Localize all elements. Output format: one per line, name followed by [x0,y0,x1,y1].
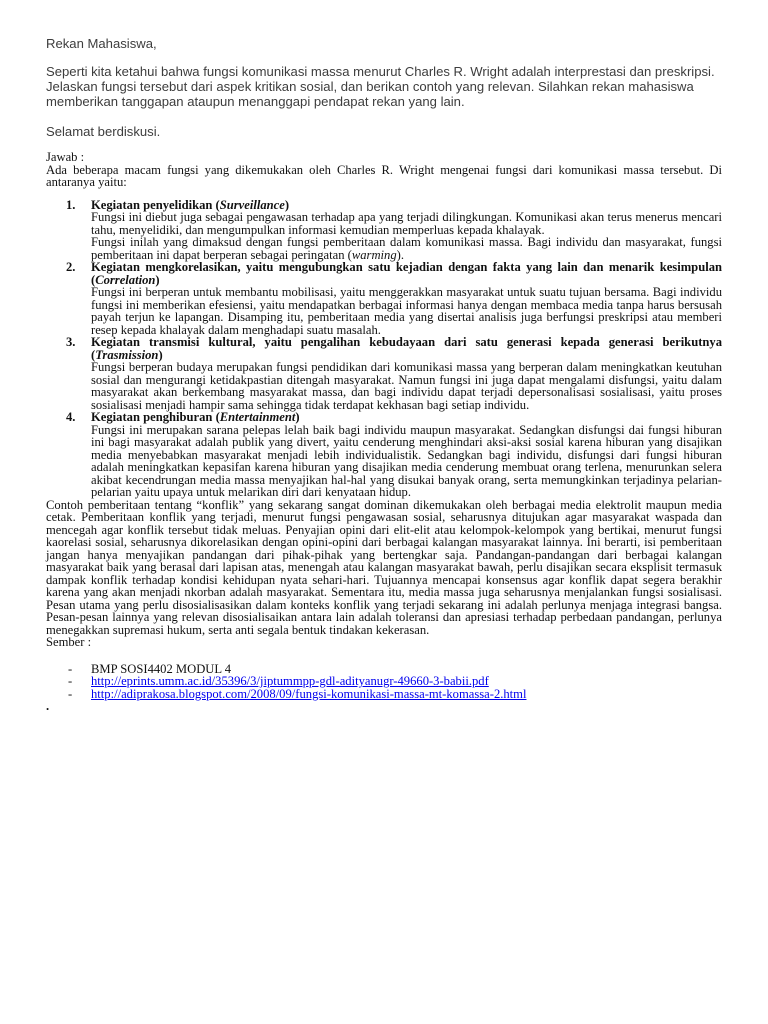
item-paragraph: Fungsi berperan budaya merupakan fungsi pendidikan dari komunikasi massa yang berperan dalam meningkatkan keutuhan sosial dan mengurangi ketidakpastian ditengah masyarakat. Namun fungsi ini juga dapat mengalami disfungsi, yaitu dalam masyarakat akan berkembang masyarakat massa, dan bagi individu dapat terjadi depersonalisasi sosialisasi, yaitu proses sosialisasi menjadi hampir sama sehingga tidak terdapat kekhasan bagi setiap individu. [91,360,722,412]
sources-label: Sember : [46,635,92,649]
source-link[interactable]: http://adiprakosa.blogspot.com/2008/09/fungsi-komunikasi-massa-mt-komassa-2.html [91,686,527,701]
list-item [46,199,722,262]
item-body [91,361,722,411]
trailing-mark: . [46,699,50,713]
source-item [46,688,722,701]
list-item [46,411,722,499]
item-paragraph: Fungsi ini diebut juga sebagai pengawasan terhadap apa yang terjadi dilingkungan. Komunikasi akan terus menerus mencari tahu, menyelidiki, dan mengumpulkan informasi kemudian memperluas kepada khalayak. [91,210,722,237]
discussion-prompt [46,36,726,139]
item-heading: Kegiatan mengkorelasikan, yaitu mengubungkan satu kejadian dengan fakta yang lain dan menarik kesimpulan (Correlation) [91,260,722,287]
answer-lead: Ada beberapa macam fungsi yang dikemukakan oleh Charles R. Wright mengenai fungsi dari komunikasi massa tersebut. Di antaranya yaitu: [46,162,722,189]
item-heading: Kegiatan transmisi kultural, yaitu pengalihan kebudayaan dari satu generasi kepada generasi berikutnya (Trasmission) [91,335,722,362]
answer-section [46,151,722,713]
discussion-question: Seperti kita ketahui bahwa fungsi komunikasi massa menurut Charles R. Wright adalah interprestasi dan preskripsi. Jelaskan fungsi tersebut dari aspek kritikan sosial, dan berikan contoh yang relevan. Silahkan rekan mahasiswa memberikan tanggapan ataupun menanggapi pendapat rekan yang lain. [46,64,715,109]
source-link[interactable]: http://eprints.umm.ac.id/35396/3/jiptummpp-gdl-adityanugr-49660-3-babii.pdf [91,674,489,688]
item-body [91,424,722,499]
item-body [91,286,722,336]
item-number: 2. [66,260,76,274]
item-number: 4. [66,410,76,424]
item-heading: Kegiatan penyelidikan (Surveillance) [91,197,290,212]
answer-label: Jawab : [46,150,85,164]
list-item [46,261,722,336]
item-paragraph: Fungsi ini berperan untuk membantu mobilisasi, yaitu menggerakkan masyarakat untuk suatu tujuan bersama. Bagi individu fungsi ini memberikan efesiensi, yaitu mendapatkan berbagai informasi hanya dengan membaca media tanpa harus bersusah payah terjun ke lapangan. Disamping itu, pemberitaan media yang disertai analisis juga berfungsi preskripsi atau memberi resep kepada khalayak dalam menghadapi suatu masalah. [91,285,722,337]
list-item [46,336,722,411]
greeting: Rekan Mahasiswa, [46,36,157,51]
item-paragraph: Fungsi ini merupakan sarana pelepas lelah baik bagi individu maupun masyarakat. Sedangkan disfungsi dai fungsi hiburan ini bagi masyarakat adalah publik yang divert, yaitu cenderung menghindari aksi-aksi sosial karena hiburan yang disajikan media menyebabkan masyarakat menjadi lebih individualistik. Sedangkan bagi individu, disfungsi dari fungsi hiburan adalah meningkatkan kepasifan karena hiburan yang disajikan media cenderung membuat orang terlena, menurunkan selera akibat kecendrungan media massa menyajikan hal-hal yang disukai banyak orang, serta memungkinkan terjadinya pelarian-pelarian yaitu upaya untuk melarikan diri dari kenyataan hidup. [91,422,722,499]
discussion-closing: Selamat berdiskusi. [46,124,161,139]
item-number: 1. [66,197,76,212]
item-body [91,211,722,261]
conflict-example-paragraph: Contoh pemberitaan tentang “konflik” yang sekarang sangat dominan dikemukakan oleh berbagai media elektrolit maupun media cetak. Pemberitaan konflik yang terjadi, menurut fungsi pengawasan sosial, seharusnya ditujukan agar masyarakat waspada dan mencegah agar konflik tersebut tidak meluas. Penyajian opini dari elit-elit atau kelompok-kelompok yang bertikai, menurut fungsi kaorelasi sosial, seharusnya dikorelasikan dengan opini-opini dari berbagai kalangan masyarakat lainnya. Ini berarti, isi pemberitaan jangan hanya menyajikan pandangan dari pihak-pihak yang bertengkar saja. Pandangan-pandangan dari berbagai kalangan masyarakat baik yang berasal dari lapisan atas, menengah atau kalangan masyarakat bawah, perlu disajikan secara eksplisit termasuk dampak konflik terhadap kondisi kehidupan nyata sehari-hari. Tujuannya mencapai konsensus agar konflik dapat segera berakhir karena yang akan menjadi nkorban adalah masyarakat. Sementara itu, media massa juga seharusnya menjalankan fungsi sosialisasi. Pesan utama yang perlu disosialisasikan dalam konteks konflik yang terjadi sekarang ini adalah perlunya menjaga integrasi bangsa. Pesan-pesan lainnya yang relevan disosialisaikan antara lain adalah toleransi dan apresiasi terhadap perbedaan pandangan, perlunya menegakkan supremasi hukum, serta anti segala bentuk tindakan kekerasan. [46,497,722,637]
list-dash: - [68,661,73,676]
function-list [46,199,722,499]
item-number: 3. [66,335,76,349]
item-heading: Kegiatan penghiburan (Entertainment) [91,410,300,424]
list-dash: - [68,686,73,701]
sources-list [46,663,722,701]
list-dash: - [68,674,73,688]
item-paragraph: Fungsi inilah yang dimaksud dengan fungsi pemberitaan dalam komunikasi massa. Bagi individu dan masyarakat, fungsi pemberitaan ini dapat berperan sebagai peringatan (warming). [91,235,722,262]
source-text: BMP SOSI4402 MODUL 4 [91,661,232,676]
